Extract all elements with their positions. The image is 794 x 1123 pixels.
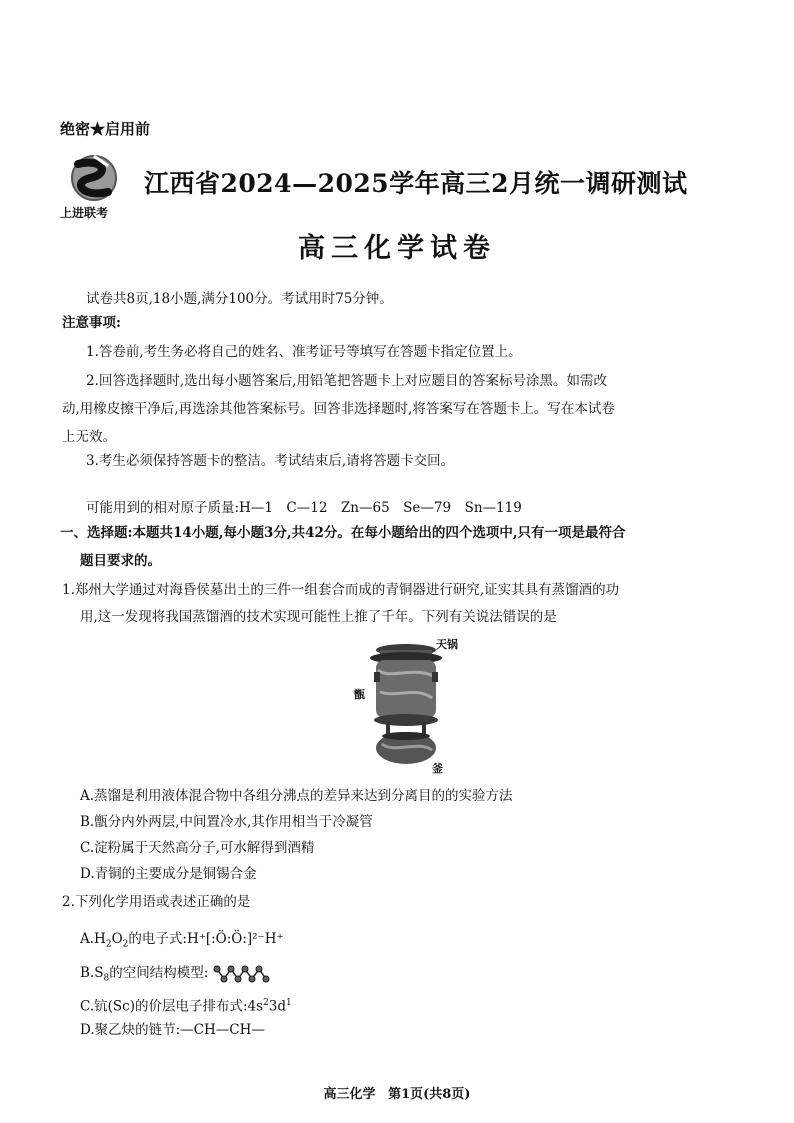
section1-heading-cont: 题目要求的。 [80,553,161,569]
s8-crown-model-icon [213,965,271,983]
label-zeng: 甑 [354,688,365,701]
q2-stem: 2.下列化学用语或表述正确的是 [62,894,251,910]
notice-item-2-end: 上无效。 [62,429,116,445]
confidential-label: 绝密★启用前 [60,120,151,138]
section1-heading: 一、选择题:本题共14小题,每小题3分,共42分。在每小题给出的四个选项中,只有一项是最符合 [60,525,626,541]
exam-title: 江西省2024—2025学年高三2月统一调研测试 [144,169,688,198]
q2-option-b: $B.S_8$的空间结构模型: [80,964,271,989]
footer-subject: 高三化学 [323,1087,376,1102]
q2-option-d: D.聚乙炔的链节:—CH—CH— [80,1022,265,1038]
notice-item-2-cont: 动,用橡皮擦干净后,再选涂其他答案标号。回答非选择题时,将答案写在答题卡上。写在本试卷 [62,401,615,417]
q2-option-a: $A.H_2O_2$的电子式:H⁺[:Ö:Ö:]²⁻H⁺ [80,931,284,950]
notice-item-1: 1.答卷前,考生务必将自己的姓名、准考证号等填写在答题卡指定位置上。 [86,344,522,360]
logo-text: 上进联考 [60,206,109,220]
exam-subtitle: 高三化学试卷 [298,233,496,264]
q1-stem: 1.郑州大学通过对海昏侯墓出土的三件一组套合而成的青铜器进行研究,证实其具有蒸馏酒的功 [62,582,620,598]
atomic-mass-line: 可能用到的相对原子质量:H—1 C—12 Zn—65 Se—79 Sn—119 [86,500,522,516]
notice-item-3: 3.考生必须保持答题卡的整洁。考试结束后,请将答题卡交回。 [86,453,455,469]
notice-item-2: 2.回答选择题时,选出每小题答案后,用铅笔把答题卡上对应题目的答案标号涂黑。如需改 [86,373,607,389]
exam-intro: 试卷共8页,18小题,满分100分。考试用时75分钟。 [86,291,393,307]
label-fu: 釜 [432,762,443,775]
q1-option-b: B.甑分内外两层,中间置冷水,其作用相当于冷凝管 [80,814,373,830]
bronze-vessel-icon [360,636,470,776]
q2-option-c: C.钪(Sc)的价层电子排布式$:4s^23d^1$ [80,998,292,1015]
h2o2-electron-formula: H⁺[:Ö:Ö:]²⁻H⁺ [186,931,284,947]
page-footer [0,1083,794,1102]
notice-heading: 注意事项: [62,315,121,331]
footer-page-number: 第1页(共8页) [388,1087,471,1102]
q1-stem-cont: 用,这一发现将我国蒸馏酒的技术实现可能性上推了千年。下列有关说法错误的是 [80,609,557,625]
exam-logo [60,152,128,224]
q1-option-d: D.青铜的主要成分是铜锡合金 [80,866,257,882]
label-tian-guo: 天锅 [436,638,458,651]
q1-option-c: C.淀粉属于天然高分子,可水解得到酒精 [80,840,315,856]
bronze-distiller-figure [354,636,470,776]
q1-option-a: A.蒸馏是利用液体混合物中各组分沸点的差异来达到分离目的的实验方法 [80,788,513,804]
